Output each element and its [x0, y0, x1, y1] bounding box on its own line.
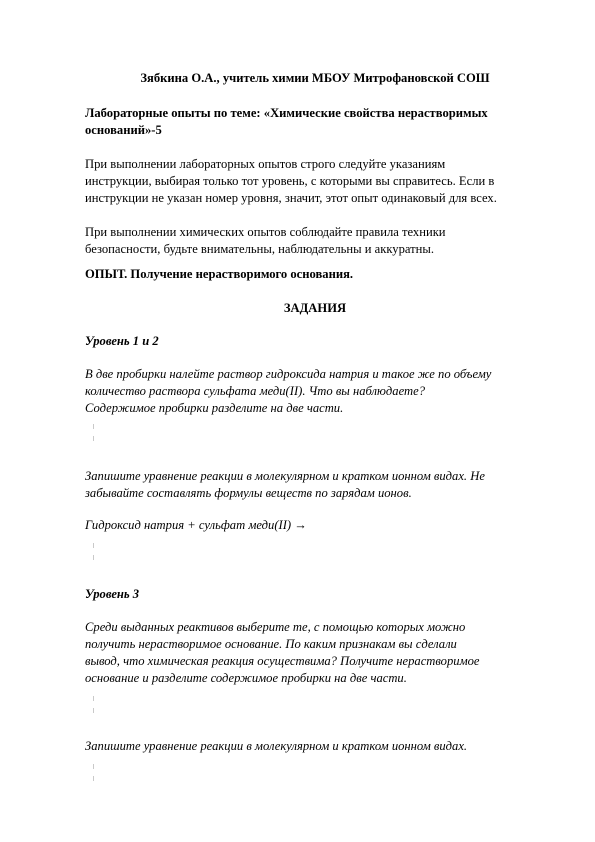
- level3-task-line-1: Среди выданных реактивов выберите те, с помощью которых можно: [85, 620, 466, 634]
- level12-task-line-1: В две пробирки налейте раствор гидроксида натрия и такое же по объему: [85, 367, 492, 381]
- experiment-title: ОПЫТ. Получение нерастворимого основания.: [85, 267, 354, 281]
- topic-line-1: Лабораторные опыты по теме: «Химические свойства нерастворимых: [85, 106, 488, 120]
- answer-space-marker: [93, 776, 94, 781]
- intro2-line-1: При выполнении химических опытов соблюдайте правила техники: [85, 225, 446, 239]
- topic-line-2: оснований»-5: [85, 123, 162, 137]
- answer-space-marker: [93, 436, 94, 441]
- answer-space-marker: [93, 764, 94, 769]
- answer-space-marker: [93, 708, 94, 713]
- answer-space-marker: [93, 696, 94, 701]
- level12-title: Уровень 1 и 2: [85, 334, 159, 348]
- level12-write-line-2: забывайте составлять формулы веществ по зарядам ионов.: [85, 486, 412, 500]
- level12-write-line-1: Запишите уравнение реакции в молекулярном и кратком ионном видах. Не: [85, 469, 485, 483]
- intro1-line-2: инструкции, выбирая только тот уровень, с которыми вы справитесь. Если в: [85, 174, 495, 188]
- level3-task-line-3: вывод, что химическая реакция осуществима? Получите нерастворимое: [85, 654, 480, 668]
- intro1-line-3: инструкции не указан номер уровня, значит, этот опыт одинаковый для всех.: [85, 191, 497, 205]
- author-header: Зябкина О.А., учитель химии МБОУ Митрофановской СОШ: [140, 71, 490, 85]
- level3-write-line-1: Запишите уравнение реакции в молекулярном и кратком ионном видах.: [85, 739, 468, 753]
- answer-space-marker: [93, 424, 94, 429]
- intro2-line-2: безопасности, будьте внимательны, наблюдательны и аккуратны.: [85, 242, 434, 256]
- level12-task-line-3: Содержимое пробирки разделите на две части.: [85, 401, 344, 415]
- answer-space-marker: [93, 555, 94, 560]
- answer-space-marker: [93, 543, 94, 548]
- level3-task-line-2: получить нерастворимое основание. По каким признакам вы сделали: [85, 637, 457, 651]
- level3-title: Уровень 3: [85, 587, 140, 601]
- intro1-line-1: При выполнении лабораторных опытов строго следуйте указаниям: [85, 157, 446, 171]
- level12-task-line-2: количество раствора сульфата меди(II). Что вы наблюдаете?: [85, 384, 425, 398]
- tasks-heading: ЗАДАНИЯ: [283, 301, 347, 315]
- level12-equation: Гидроксид натрия + сульфат меди(II) →: [85, 518, 307, 532]
- level3-task-line-4: основание и разделите содержимое пробирки на две части.: [85, 671, 407, 685]
